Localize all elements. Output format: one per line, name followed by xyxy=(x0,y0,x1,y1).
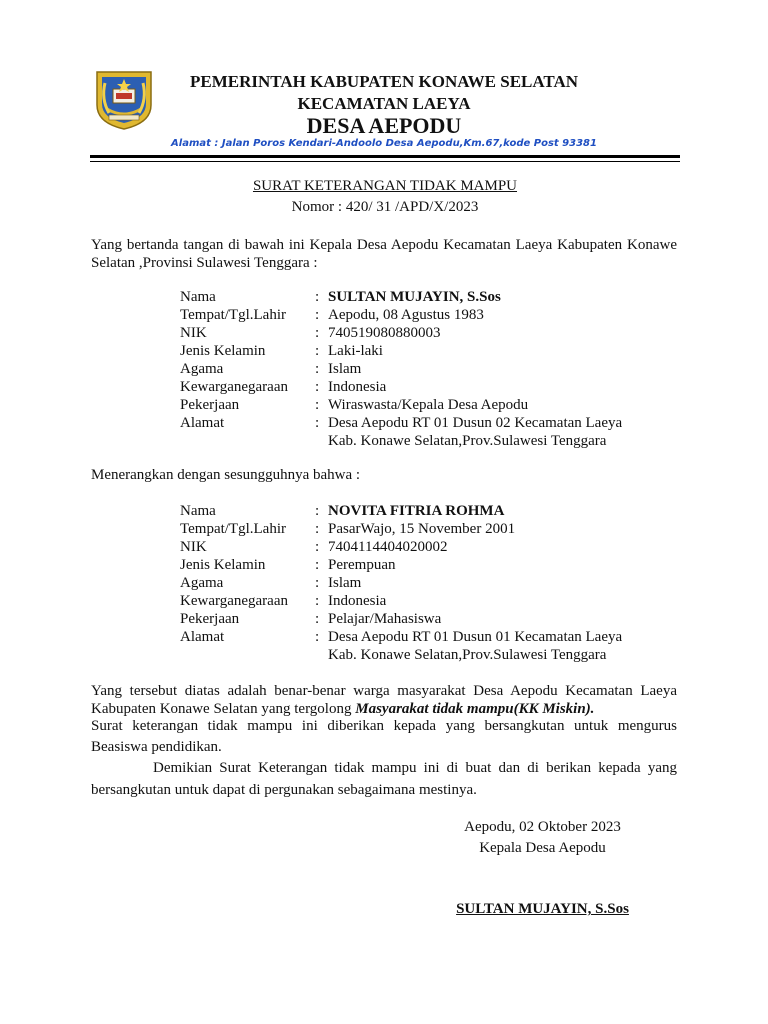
colon: : xyxy=(315,521,320,537)
subject-identity-table xyxy=(180,502,680,664)
signature-name: SULTAN MUJAYIN, S.Sos xyxy=(456,901,629,917)
statement-emphasis: Masyarakat tidak mampu(KK Miskin). xyxy=(355,701,595,717)
identity-value: Kab. Konawe Selatan,Prov.Sulawesi Tenggara xyxy=(328,433,607,449)
purpose-paragraph: Surat keterangan tidak mampu ini diberikan kepada yang bersangkutan untuk mengurus Beasiswa pendidikan. xyxy=(91,718,677,755)
identity-label: Jenis Kelamin xyxy=(180,557,266,573)
identity-row xyxy=(180,538,680,556)
identity-value: Desa Aepodu RT 01 Dusun 01 Kecamatan Laeya xyxy=(328,629,623,645)
colon: : xyxy=(315,557,320,573)
letterhead-village: DESA AEPODU xyxy=(306,113,462,138)
colon: : xyxy=(315,575,320,591)
identity-value: PasarWajo, 15 November 2001 xyxy=(328,521,516,537)
colon: : xyxy=(315,503,320,519)
identity-label: Tempat/Tgl.Lahir xyxy=(180,307,286,323)
identity-row xyxy=(180,502,680,520)
colon: : xyxy=(315,361,320,377)
colon: : xyxy=(315,325,320,341)
identity-value: Pelajar/Mahasiswa xyxy=(328,611,442,627)
identity-row xyxy=(180,610,680,628)
identity-row xyxy=(180,288,680,306)
regency-coat-of-arms-icon xyxy=(93,69,155,131)
identity-value: Islam xyxy=(328,575,362,591)
letterhead-divider-thick xyxy=(90,155,680,158)
identity-value: Wiraswasta/Kepala Desa Aepodu xyxy=(328,397,529,413)
identity-value: 740519080880003 xyxy=(328,325,441,341)
colon: : xyxy=(315,289,320,305)
colon: : xyxy=(315,343,320,359)
identity-label: Pekerjaan xyxy=(180,611,240,627)
identity-label: NIK xyxy=(180,325,207,341)
identity-label: Tempat/Tgl.Lahir xyxy=(180,521,286,537)
signature-place-date: Aepodu, 02 Oktober 2023 xyxy=(464,819,621,835)
closing-paragraph: Demikian Surat Keterangan tidak mampu ini di buat dan di berikan kepada yang bersangkutan untuk dapat di pergunakan sebagaimana mestinya. xyxy=(91,760,677,798)
letter-title: SURAT KETERANGAN TIDAK MAMPU xyxy=(252,178,518,194)
identity-value: Indonesia xyxy=(328,379,387,395)
signer-identity-table xyxy=(180,288,680,450)
identity-value: Indonesia xyxy=(328,593,387,609)
identity-label: Pekerjaan xyxy=(180,397,240,413)
identity-label: Agama xyxy=(180,575,224,591)
colon: : xyxy=(315,629,320,645)
colon: : xyxy=(315,593,320,609)
identity-row xyxy=(180,306,680,324)
identity-row xyxy=(180,628,680,646)
signature-position: Kepala Desa Aepodu xyxy=(479,840,606,856)
statement-text: Yang tersebut diatas adalah benar-benar warga masyarakat Desa Aepodu Kecamatan Laeya Kabupaten Konawe Selatan yang tergolong xyxy=(91,683,677,717)
identity-row xyxy=(180,360,680,378)
colon: : xyxy=(315,379,320,395)
identity-row xyxy=(180,324,680,342)
declaration-line: Menerangkan dengan sesungguhnya bahwa : xyxy=(91,467,361,483)
identity-value: Kab. Konawe Selatan,Prov.Sulawesi Tenggara xyxy=(328,647,607,663)
colon: : xyxy=(315,307,320,323)
identity-label: Kewarganegaraan xyxy=(180,379,288,395)
identity-row xyxy=(180,520,680,538)
identity-label: Agama xyxy=(180,361,224,377)
identity-value: SULTAN MUJAYIN, S.Sos xyxy=(328,289,501,305)
identity-value: 7404114404020002 xyxy=(328,539,448,555)
identity-value: Desa Aepodu RT 01 Dusun 02 Kecamatan Laeya xyxy=(328,415,623,431)
identity-row xyxy=(180,378,680,396)
identity-row xyxy=(180,396,680,414)
letterhead-address: Alamat : Jalan Poros Kendari-Andoolo Desa Aepodu,Km.67,kode Post 93381 xyxy=(171,138,597,149)
identity-row xyxy=(180,574,680,592)
identity-value: Laki-laki xyxy=(328,343,383,359)
colon: : xyxy=(315,539,320,555)
identity-value: Perempuan xyxy=(328,557,396,573)
identity-row-continuation xyxy=(180,646,680,664)
identity-label: Nama xyxy=(180,503,216,519)
identity-value: Islam xyxy=(328,361,362,377)
letter-number: Nomor : 420/ 31 /APD/X/2023 xyxy=(291,199,479,215)
statement-paragraph xyxy=(91,682,677,718)
identity-row xyxy=(180,414,680,432)
identity-label: Nama xyxy=(180,289,216,305)
identity-label: NIK xyxy=(180,539,207,555)
identity-label: Kewarganegaraan xyxy=(180,593,288,609)
identity-row xyxy=(180,342,680,360)
identity-value: NOVITA FITRIA ROHMA xyxy=(328,503,505,519)
identity-label: Alamat xyxy=(180,415,225,431)
colon: : xyxy=(315,611,320,627)
colon: : xyxy=(315,397,320,413)
letterhead-government: PEMERINTAH KABUPATEN KONAWE SELATAN xyxy=(189,72,579,91)
identity-label: Alamat xyxy=(180,629,225,645)
colon: : xyxy=(315,415,320,431)
identity-row-continuation xyxy=(180,432,680,450)
identity-value: Aepodu, 08 Agustus 1983 xyxy=(328,307,484,323)
letterhead-divider-thin xyxy=(90,161,680,162)
identity-label: Jenis Kelamin xyxy=(180,343,266,359)
identity-row xyxy=(180,592,680,610)
intro-paragraph: Yang bertanda tangan di bawah ini Kepala Desa Aepodu Kecamatan Laeya Kabupaten Konawe Selatan ,Provinsi Sulawesi Tenggara : xyxy=(91,237,677,271)
letterhead-district: KECAMATAN LAEYA xyxy=(297,94,471,113)
identity-row xyxy=(180,556,680,574)
